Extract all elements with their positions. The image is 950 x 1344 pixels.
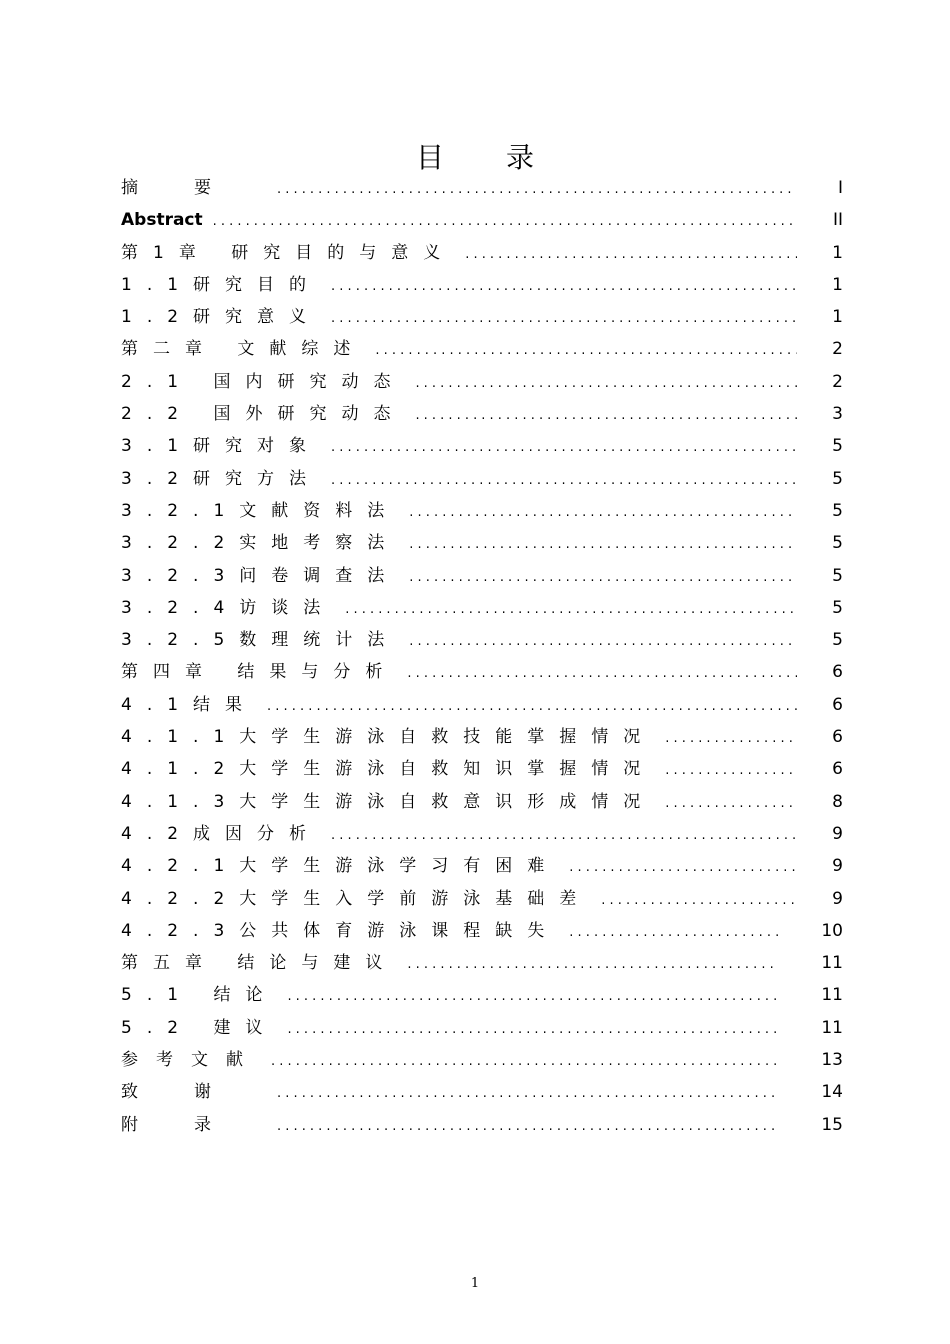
toc-entry-page: 3 [832, 404, 843, 425]
toc-entry-label: 第四章 结果与分析 [121, 662, 398, 683]
toc-entry[interactable] [121, 269, 843, 301]
toc-entry-label: 4.1.3大学生游泳自救意识形成情况 [121, 791, 656, 812]
toc-entry-page: 2 [832, 339, 843, 360]
toc-entry-page: 2 [832, 371, 843, 392]
table-of-contents [121, 172, 843, 1141]
toc-leader-dots [267, 691, 797, 723]
toc-leader-dots [213, 206, 797, 238]
toc-entry-label: 2.2 国外研究动态 [121, 404, 406, 425]
toc-leader-dots [665, 755, 797, 787]
toc-leader-dots [465, 239, 797, 271]
toc-entry-page: 8 [832, 791, 843, 812]
toc-entry-page: 1 [832, 274, 843, 295]
toc-entry-page: 5 [832, 597, 843, 618]
toc-entry-page: 5 [832, 500, 843, 521]
toc-leader-dots [409, 562, 797, 594]
toc-entry-page: 13 [821, 1050, 843, 1071]
toc-entry-page: 6 [832, 662, 843, 683]
toc-entry-label: 3.2.4访谈法 [121, 597, 336, 618]
toc-leader-dots [331, 820, 797, 852]
toc-entry-page: 11 [821, 953, 843, 974]
toc-entry-label: Abstract [121, 210, 203, 231]
toc-entry-label: 3.1研究对象 [121, 436, 322, 457]
toc-entry-label: 3.2研究方法 [121, 468, 322, 489]
toc-entry-label: 致谢 [121, 1082, 267, 1103]
toc-leader-dots [345, 594, 797, 626]
toc-entry[interactable] [121, 592, 843, 624]
toc-title: 目录 [415, 141, 596, 174]
toc-entry-label: 5.2 建议 [121, 1017, 278, 1038]
toc-entry-label: 第二章 文献综述 [121, 339, 366, 360]
toc-entry-label: 3.2.3问卷调查法 [121, 565, 400, 586]
toc-entry[interactable] [121, 1076, 843, 1108]
toc-entry[interactable] [121, 560, 843, 592]
toc-leader-dots [409, 497, 797, 529]
toc-entry[interactable] [121, 1012, 843, 1044]
toc-entry[interactable] [121, 979, 843, 1011]
toc-leader-dots [569, 852, 797, 884]
toc-leader-dots [277, 1111, 779, 1143]
toc-entry-page: 6 [832, 759, 843, 780]
toc-entry[interactable] [121, 850, 843, 882]
toc-entry[interactable] [121, 883, 843, 915]
toc-entry-label: 3.2.5数理统计法 [121, 630, 400, 651]
toc-entry[interactable] [121, 656, 843, 688]
toc-entry[interactable] [121, 333, 843, 365]
toc-entry-page: 6 [832, 694, 843, 715]
toc-entry-label: 参考文献 [121, 1050, 261, 1071]
toc-leader-dots [331, 465, 797, 497]
toc-entry-page: 10 [821, 920, 843, 941]
toc-entry[interactable] [121, 430, 843, 462]
toc-entry-page: 14 [821, 1082, 843, 1103]
toc-entry-page: I [837, 178, 843, 198]
toc-entry[interactable] [121, 495, 843, 527]
toc-entry-label: 4.2.2大学生入学前游泳基础差 [121, 888, 592, 909]
toc-entry[interactable] [121, 527, 843, 559]
toc-entry-label: 附录 [121, 1114, 267, 1135]
toc-entry-page: 5 [832, 630, 843, 651]
toc-entry-page: 6 [832, 727, 843, 748]
toc-entry-page: 5 [832, 468, 843, 489]
toc-entry-label: 第1章 研究目的与意义 [121, 242, 456, 263]
toc-leader-dots [415, 400, 797, 432]
toc-leader-dots [277, 174, 797, 206]
toc-entry[interactable] [121, 172, 843, 204]
toc-entry[interactable] [121, 947, 843, 979]
toc-entry[interactable] [121, 1109, 843, 1141]
toc-entry-page: 9 [832, 888, 843, 909]
toc-entry-page: 15 [821, 1114, 843, 1135]
toc-entry-page: II [832, 210, 843, 231]
toc-leader-dots [569, 917, 779, 949]
toc-entry-label: 3.2.2实地考察法 [121, 533, 400, 554]
toc-entry[interactable] [121, 301, 843, 333]
toc-entry-page: 1 [832, 307, 843, 328]
toc-leader-dots [415, 368, 797, 400]
toc-leader-dots [601, 885, 797, 917]
toc-entry[interactable] [121, 366, 843, 398]
toc-leader-dots [665, 723, 797, 755]
toc-entry-page: 9 [832, 823, 843, 844]
toc-entry-page: 1 [832, 242, 843, 263]
toc-entry[interactable] [121, 237, 843, 269]
toc-leader-dots [665, 788, 797, 820]
toc-entry-label: 4.1.1大学生游泳自救技能掌握情况 [121, 727, 656, 748]
toc-leader-dots [287, 1014, 779, 1046]
toc-leader-dots [409, 626, 797, 658]
toc-entry-page: 9 [832, 856, 843, 877]
toc-entry-page: 5 [832, 533, 843, 554]
toc-leader-dots [407, 658, 797, 690]
toc-entry-label: 4.1结果 [121, 694, 258, 715]
toc-leader-dots [287, 981, 779, 1013]
toc-entry-label: 4.1.2大学生游泳自救知识掌握情况 [121, 759, 656, 780]
toc-entry[interactable] [121, 204, 843, 236]
toc-entry-page: 11 [821, 985, 843, 1006]
toc-entry-label: 4.2.1大学生游泳学习有困难 [121, 856, 560, 877]
toc-leader-dots [331, 432, 797, 464]
toc-entry[interactable] [121, 463, 843, 495]
toc-entry-label: 第五章 结论与建议 [121, 953, 398, 974]
toc-entry[interactable] [121, 818, 843, 850]
page-number: 1 [470, 1276, 480, 1291]
toc-leader-dots [409, 529, 797, 561]
toc-entry-label: 2.1 国内研究动态 [121, 371, 406, 392]
toc-leader-dots [331, 303, 797, 335]
toc-entry-label: 5.1 结论 [121, 985, 278, 1006]
toc-entry-label: 摘要 [121, 178, 267, 198]
toc-entry-page: 5 [832, 565, 843, 586]
toc-leader-dots [331, 271, 797, 303]
toc-entry[interactable] [121, 721, 843, 753]
toc-entry[interactable] [121, 398, 843, 430]
toc-leader-dots [277, 1078, 779, 1110]
toc-entry[interactable] [121, 689, 843, 721]
toc-entry[interactable] [121, 624, 843, 656]
toc-leader-dots [407, 949, 779, 981]
toc-entry[interactable] [121, 786, 843, 818]
toc-leader-dots [271, 1046, 779, 1078]
toc-entry[interactable] [121, 915, 843, 947]
toc-leader-dots [375, 335, 797, 367]
toc-entry-label: 4.2成因分析 [121, 823, 322, 844]
toc-entry[interactable] [121, 1044, 843, 1076]
toc-entry-label: 4.2.3公共体育游泳课程缺失 [121, 920, 560, 941]
toc-entry[interactable] [121, 753, 843, 785]
toc-entry-label: 3.2.1文献资料法 [121, 500, 400, 521]
toc-entry-page: 11 [821, 1017, 843, 1038]
toc-entry-label: 1.2研究意义 [121, 307, 322, 328]
toc-entry-page: 5 [832, 436, 843, 457]
toc-entry-label: 1.1研究目的 [121, 274, 322, 295]
